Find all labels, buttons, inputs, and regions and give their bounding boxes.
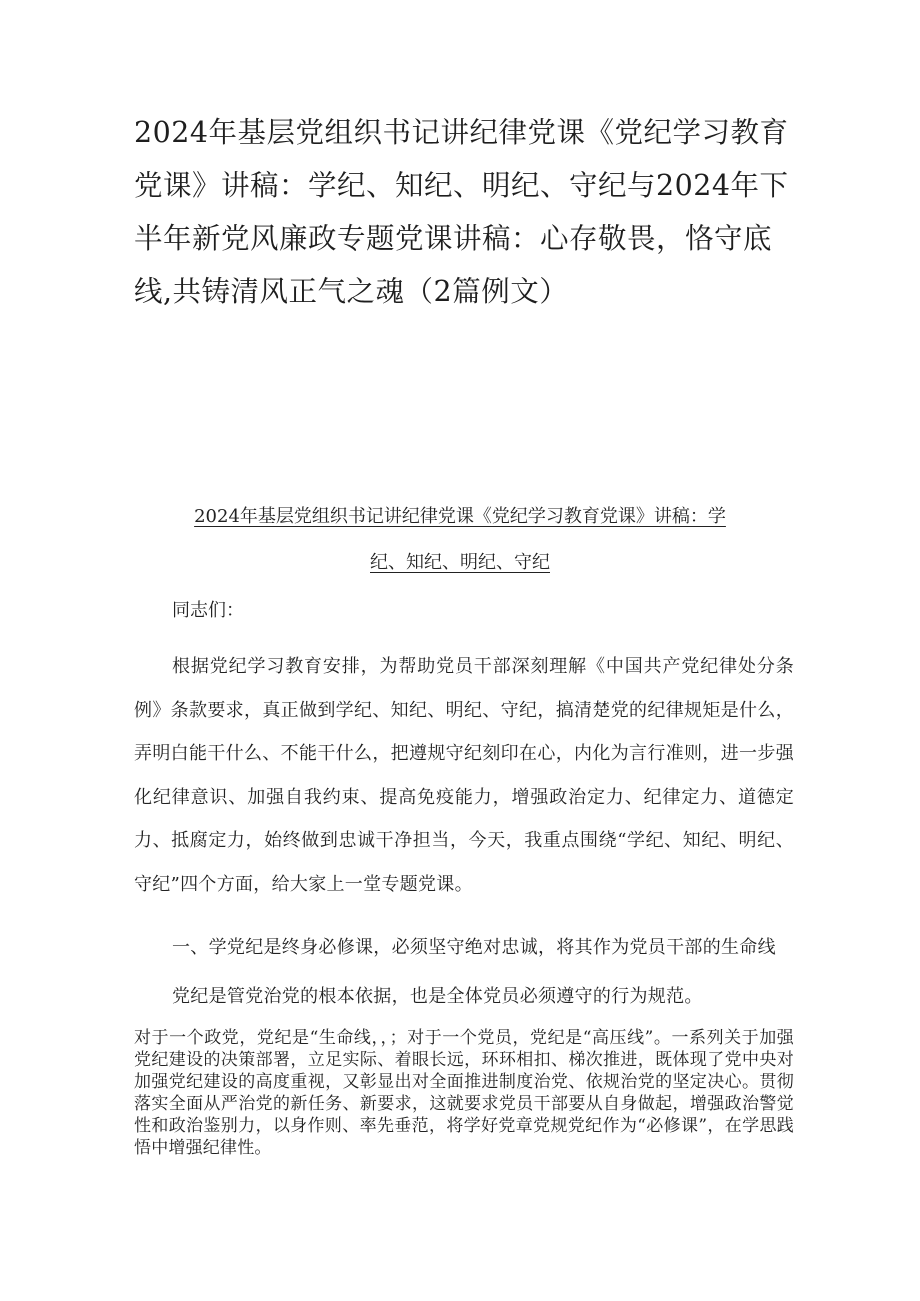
paragraph-intro: 根据党纪学习教育安排，为帮助党员干部深刻理解《中国共产党纪律处分条例》条款要求，真正做到学纪、知纪、明纪、守纪，搞清楚党的纪律规矩是什么，弄明白能干什么、不能干什么，把遵规守纪刻印在心，内化为言行准则，进一步强化纪律意识、加强自我约束、提高免疫能力，增强政治定力、纪律定力、道德定力、抵腐定力，始终做到忠诚干净担当，今天，我重点围绕“学纪、知纪、明纪、守纪”四个方面，给大家上一堂专题党课。 [134, 656, 794, 895]
paragraph-base: 党纪是管党治党的根本依据，也是全体党员必须遵守的行为规范。 [172, 986, 703, 1007]
greeting: 同志们： [172, 600, 244, 621]
section-heading-line-1: 2024年基层党组织书记讲纪律党课《党纪学习教育党课》讲稿：学 [194, 506, 726, 527]
section-heading [120, 494, 800, 586]
section-heading-line-2: 纪、知纪、明纪、守纪 [370, 552, 550, 573]
document-title: 2024年基层党组织书记讲纪律党课《党纪学习教育党课》讲稿：学纪、知纪、明纪、守纪与2024年下半年新党风廉政专题党课讲稿：心存敬畏，恪守底线,共铸清风正气之魂（2篇例文） [134, 116, 789, 308]
paragraph-point-one: 一、学党纪是终身必修课，必须坚守绝对忠诚，将其作为党员干部的生命线 [172, 937, 776, 958]
paragraph-dense: 对于一个政党，党纪是“生命线，，；对于一个党员，党纪是“高压线”。一系列关于加强党纪建设的决策部署，立足实际、着眼长远，环环相扣、梯次推进，既体现了党中央对加强党纪建设的高度重视，又彰显出对全面推进制度治党、依规治党的坚定决心。贯彻落实全面从严治党的新任务、新要求，这就要求党员干部要从自身做起，增强政治警觉性和政治鉴别力，以身作则、率先垂范，将学好党章党规党纪作为“必修课”，在学思践悟中增强纪律性。 [134, 1028, 794, 1158]
